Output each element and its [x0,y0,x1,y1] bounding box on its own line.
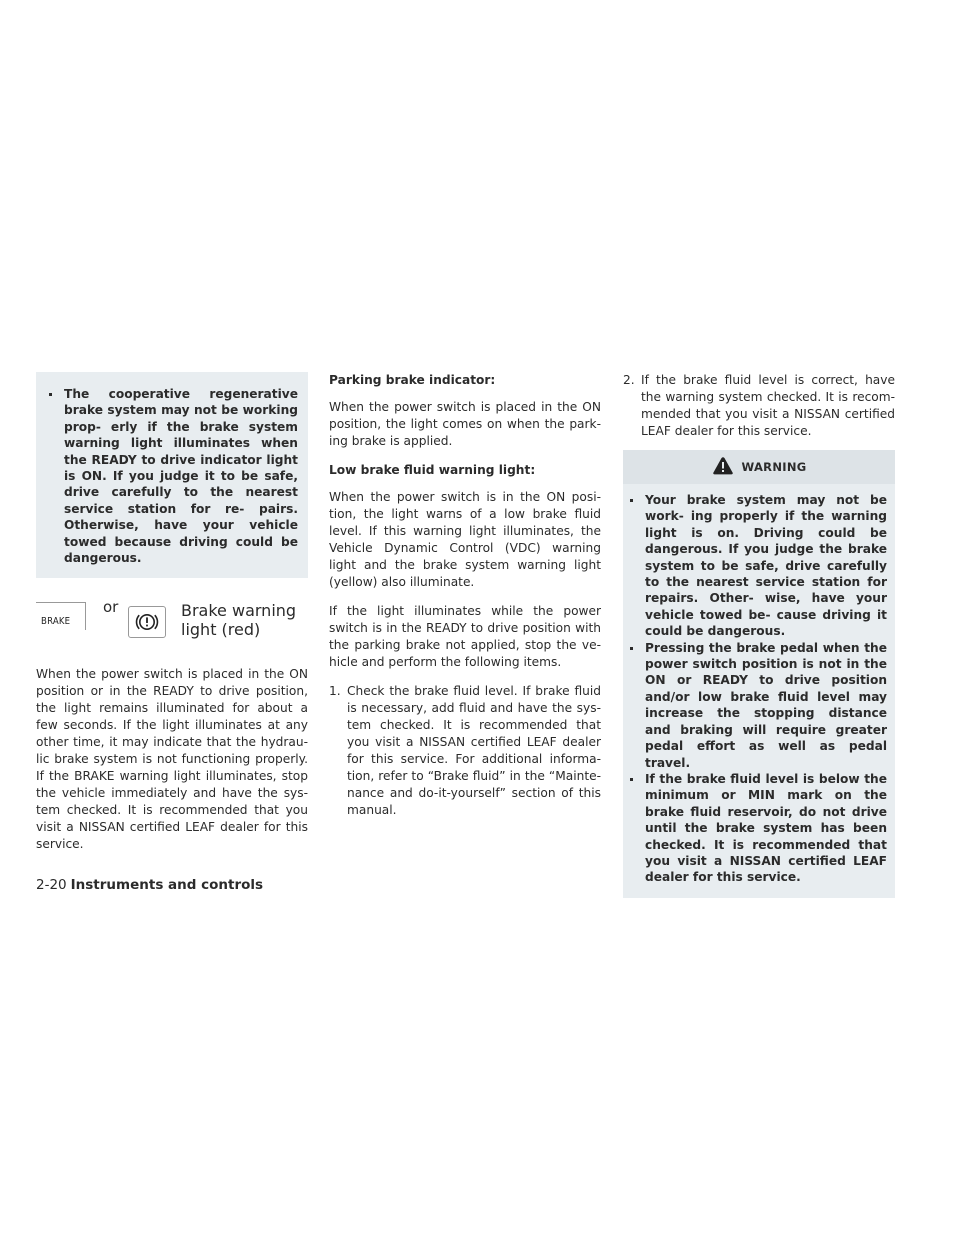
indicator-title-line1: Brake warning [181,601,297,621]
parking-brake-text: When the power switch is placed in the ON position, the light comes on when the park- ing brake is applied. [329,400,601,448]
page-footer [36,877,263,893]
warning-body [623,484,895,898]
warning-item: If the brake fluid level is below the minimum or MIN mark on the brake fluid reservoir, do not drive until the brake system has been checked. It is recommended that you visit a NISSAN certified LEAF dealer for this service. [625,771,887,886]
ready-text: If the light illuminates while the power switch is in the READY to drive position with the parking brake not applied, stop the ve- hicle and perform the following items. [329,604,601,669]
indicator-title-line2: light (red) [181,620,261,640]
note-box [36,372,308,578]
low-fluid-heading: Low brake fluid warning light: [329,463,536,477]
low-fluid-text: When the power switch is in the ON posi- tion, the light warns of a low brake fluid level. If this warning light illuminates, the Vehicle Dynamic Control (VDC) warning light and the brake system warning light (yellow) also illuminate. [329,490,601,589]
parking-brake-circle-icon [128,606,166,638]
section-title: Instruments and controls [70,877,264,893]
step-item [329,683,601,819]
brake-warning-body: When the power switch is placed in the ON position or in the READY to drive position, the light remains illuminated for about a few seconds. If the light illuminates at any other time, it may indicate that the hydrau- lic brake system is not functioning properly. If the BRAKE warning light illuminates, stop the vehicle immediately and have the sys- tem checked. It is recommended that you visit a NISSAN certified LEAF dealer for this service. [36,667,308,852]
step-number: 2. [623,373,635,387]
warning-box [623,450,895,898]
step-number: 1. [329,684,341,698]
or-label: or [103,598,119,617]
page-number: 2-20 [36,877,67,893]
middle-column [329,372,601,829]
warning-triangle-icon [712,456,734,479]
left-column [36,372,308,865]
right-column [623,372,895,898]
warning-item: Pressing the brake pedal when the power switch position is not in the ON or READY to drive position and/or low brake fluid level may increase the stopping distance and braking will require greater pedal effort as well as pedal travel. [625,640,887,771]
brake-warning-indicator [36,598,308,656]
parking-brake-heading: Parking brake indicator: [329,373,496,387]
step-text: If the brake fluid level is correct, have the warning system checked. It is recom- mended that you visit a NISSAN certified LEAF dealer for this service. [641,373,895,438]
warning-header [623,450,895,484]
steps-list [329,683,601,819]
indicator-title [181,601,296,639]
note-item: The cooperative regenerative brake system may not be working prop- erly if the brake system warning light illuminates when the READY to drive indicator light is ON. If you judge it to be safe, drive carefully to the nearest service station for re- pairs. Otherwise, have your vehicle towed because driving could be dangerous. [44,386,298,566]
steps-list-continued [623,372,895,440]
step-item [623,372,895,440]
note-list [44,386,298,566]
warning-item: Your brake system may not be work- ing properly if the warning light is on. Driving could be dangerous. If you judge the brake system to be safe, drive carefully to the nearest service station for repairs. Other- wise, have your vehicle towed be- cause driving it could be dangerous. [625,492,887,640]
brake-text-icon: BRAKE [36,602,86,630]
warning-title: WARNING [741,460,807,474]
step-text: Check the brake fluid level. If brake fluid is necessary, add fluid and have the sys- tem checked. It is recommended that you visit a NISSAN certified LEAF dealer for this service. For additional informa- tion, refer to “Brake fluid” in the “Mainte- nance and do-it-yourself” section of this manual. [347,684,601,817]
warning-list [625,492,887,886]
